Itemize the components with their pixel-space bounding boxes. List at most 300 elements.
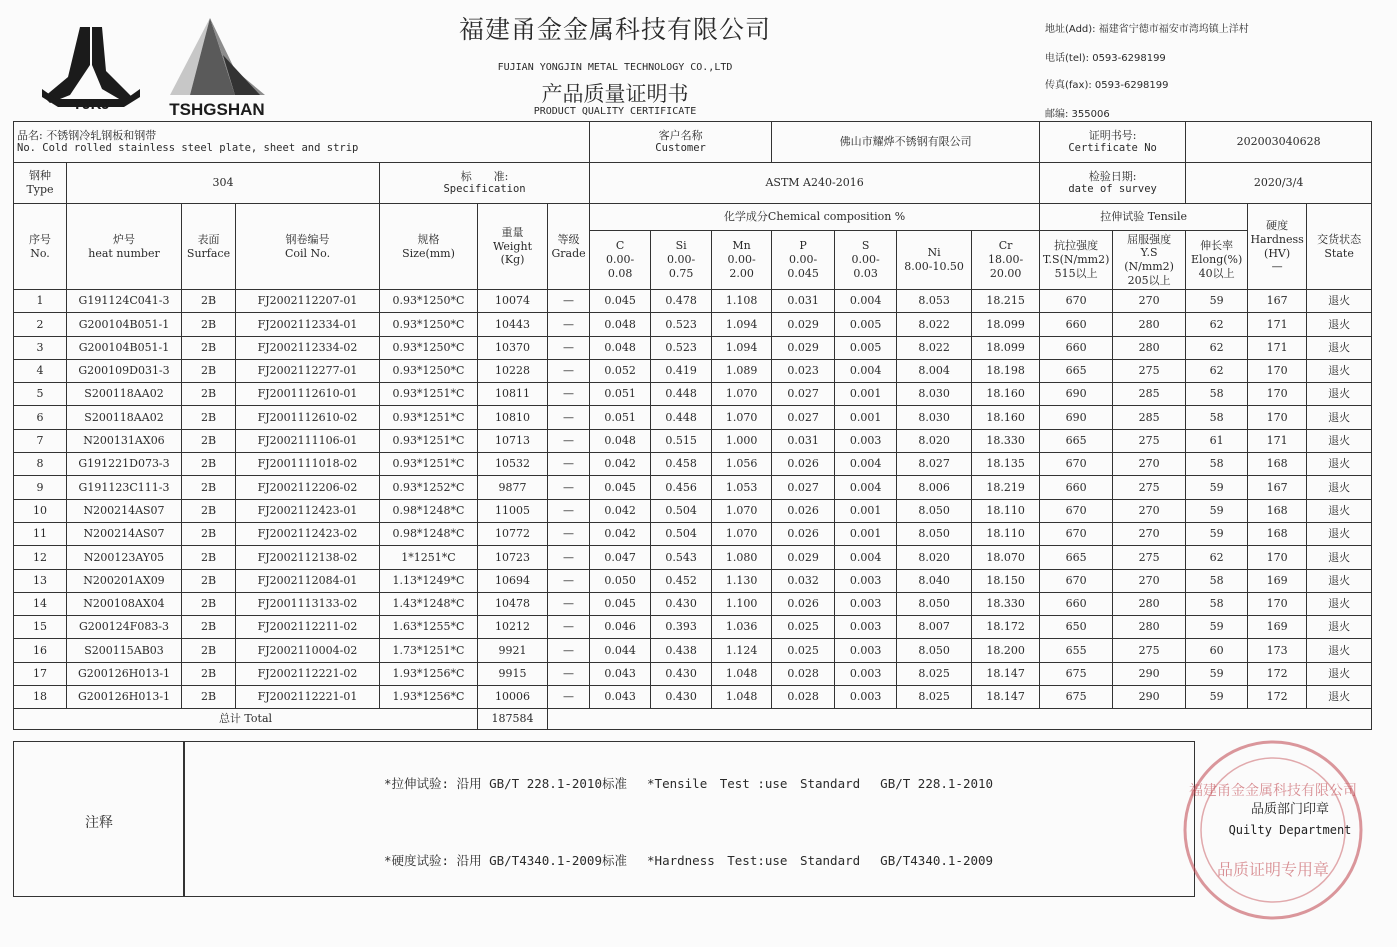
cell-mn: 1.036 (712, 616, 772, 639)
type-label-cn: 钢种 (29, 169, 51, 183)
cell-p: 0.025 (772, 639, 835, 662)
cell-seq: 5 (14, 383, 67, 406)
col-p-line: P (799, 239, 807, 253)
cell-cr: 18.219 (972, 476, 1040, 499)
col-cr-line: 18.00- (987, 253, 1024, 267)
col-ys (1113, 231, 1186, 290)
cell-size: 0.93*1252*C (380, 476, 478, 499)
tensile-group-header: 拉伸试验 Tensile (1040, 204, 1248, 231)
cell-state: 退火 (1307, 686, 1372, 709)
cell-elongation: 59 (1186, 662, 1248, 685)
cell-elongation: 59 (1186, 522, 1248, 545)
cell-state: 退火 (1307, 639, 1372, 662)
cell-tensile-strength: 670 (1040, 290, 1113, 313)
cell-tensile-strength: 675 (1040, 662, 1113, 685)
cell-coil-no: FJ2002112084-01 (236, 569, 380, 592)
table-row (14, 662, 1372, 685)
cell-mn: 1.070 (712, 522, 772, 545)
table-row (14, 359, 1372, 382)
table-row (14, 290, 1372, 313)
cell-surface: 2B (182, 476, 236, 499)
cell-weight: 11005 (478, 499, 548, 522)
table-row (14, 522, 1372, 545)
cell-coil-no: FJ2002112334-02 (236, 336, 380, 359)
cell-c: 0.045 (590, 290, 651, 313)
header-row-1 (14, 204, 1372, 231)
cell-coil-no: FJ2002110004-02 (236, 639, 380, 662)
cell-seq: 6 (14, 406, 67, 429)
col-surface-line: 表面 (197, 232, 220, 246)
cell-mn: 1.108 (712, 290, 772, 313)
table-row (14, 383, 1372, 406)
cell-elongation: 59 (1186, 499, 1248, 522)
cell-mn: 1.094 (712, 336, 772, 359)
product-name-cn: 品名: 不锈钢冷轧钢板和钢带 (17, 128, 157, 142)
cell-si: 0.523 (651, 336, 712, 359)
cell-surface: 2B (182, 313, 236, 336)
cell-cr: 18.070 (972, 546, 1040, 569)
cell-coil-no: FJ2002112211-02 (236, 616, 380, 639)
col-hardness-line: — (1271, 260, 1283, 274)
col-c-line: 0.00- (605, 253, 635, 267)
cell-surface: 2B (182, 359, 236, 382)
cell-p: 0.027 (772, 406, 835, 429)
cell-heat-number: S200115AB03 (67, 639, 182, 662)
cell-mn: 1.048 (712, 686, 772, 709)
cell-si: 0.438 (651, 639, 712, 662)
cell-grade: — (548, 662, 590, 685)
cell-surface: 2B (182, 616, 236, 639)
cell-seq: 13 (14, 569, 67, 592)
cell-grade: — (548, 336, 590, 359)
cell-elongation: 58 (1186, 592, 1248, 615)
cell-elongation: 62 (1186, 313, 1248, 336)
cell-seq: 2 (14, 313, 67, 336)
note-hardness: *硬度试验: 沿用 GB/T4340.1-2009标准 *Hardness Test:use Standard GB/T4340.1-2009 (384, 853, 994, 868)
cell-elongation: 62 (1186, 546, 1248, 569)
cell-hardness: 168 (1248, 522, 1307, 545)
cell-ni: 8.020 (897, 546, 972, 569)
cell-c: 0.050 (590, 569, 651, 592)
cell-mn: 1.094 (712, 313, 772, 336)
cell-s: 0.003 (835, 686, 897, 709)
cell-size: 1.13*1249*C (380, 569, 478, 592)
cell-si: 0.430 (651, 662, 712, 685)
cell-cr: 18.150 (972, 569, 1040, 592)
cell-seq: 11 (14, 522, 67, 545)
cell-elongation: 58 (1186, 383, 1248, 406)
cell-si: 0.448 (651, 406, 712, 429)
cell-size: 0.93*1251*C (380, 453, 478, 476)
certificate-table (13, 121, 1372, 730)
cell-seq: 15 (14, 616, 67, 639)
cell-coil-no: FJ2002112206-02 (236, 476, 380, 499)
cell-cr: 18.172 (972, 616, 1040, 639)
col-ys-line: Y.S (1140, 246, 1158, 260)
cell-seq: 4 (14, 359, 67, 382)
cell-heat-number: N200123AY05 (67, 546, 182, 569)
cell-ni: 8.053 (897, 290, 972, 313)
cell-heat-number: G200126H013-1 (67, 686, 182, 709)
table-row (14, 453, 1372, 476)
table-row (14, 476, 1372, 499)
cell-weight: 10532 (478, 453, 548, 476)
cell-seq: 16 (14, 639, 67, 662)
cell-state: 退火 (1307, 546, 1372, 569)
cell-coil-no: FJ2002112423-01 (236, 499, 380, 522)
col-ts-line: T.S(N/mm2) (1042, 253, 1110, 267)
cell-ni: 8.022 (897, 313, 972, 336)
cell-heat-number: G200126H013-1 (67, 662, 182, 685)
col-surface (182, 204, 236, 290)
tel: 电话(tel): 0593-6298199 (1045, 53, 1166, 64)
cell-hardness: 169 (1248, 616, 1307, 639)
cell-surface: 2B (182, 290, 236, 313)
cell-weight: 10694 (478, 569, 548, 592)
customer-label-en: Customer (655, 142, 706, 155)
cell-seq: 10 (14, 499, 67, 522)
cell-size: 1.93*1256*C (380, 686, 478, 709)
cell-state: 退火 (1307, 290, 1372, 313)
cell-c: 0.051 (590, 406, 651, 429)
col-coil-line: Coil No. (284, 246, 331, 260)
cell-cr: 18.215 (972, 290, 1040, 313)
cell-heat-number: S200118AA02 (67, 383, 182, 406)
col-coil (236, 204, 380, 290)
cell-weight: 10772 (478, 522, 548, 545)
cell-size: 0.93*1251*C (380, 429, 478, 452)
cell-heat-number: G200109D031-3 (67, 359, 182, 382)
cell-yield-strength: 280 (1113, 592, 1186, 615)
product-name-en: No. Cold rolled stainless steel plate, sheet and strip (17, 142, 359, 155)
cell-size: 0.93*1250*C (380, 336, 478, 359)
spec-value: ASTM A240-2016 (590, 163, 1040, 204)
table-row (14, 639, 1372, 662)
col-si-line: 0.00- (666, 253, 696, 267)
postcode: 邮编: 355006 (1045, 109, 1110, 120)
spec-label-cn: 标 准: (460, 169, 509, 183)
fax: 传真(fax): 0593-6298199 (1045, 80, 1169, 91)
col-state-line: 交货状态 (1317, 232, 1362, 246)
cell-coil-no: FJ2002112207-01 (236, 290, 380, 313)
cell-seq: 9 (14, 476, 67, 499)
col-weight-line: (Kg) (500, 253, 525, 267)
cell-ni: 8.030 (897, 406, 972, 429)
date-value: 2020/3/4 (1186, 163, 1372, 204)
cell-p: 0.023 (772, 359, 835, 382)
cell-grade: — (548, 522, 590, 545)
cell-tensile-strength: 665 (1040, 429, 1113, 452)
cell-size: 1.43*1248*C (380, 592, 478, 615)
cell-c: 0.052 (590, 359, 651, 382)
cell-heat-number: G191221D073-3 (67, 453, 182, 476)
col-ni-line: Ni (927, 246, 941, 260)
date-label-cn: 检验日期: (1088, 169, 1137, 183)
product-name-cell (14, 122, 590, 163)
cell-cr: 18.198 (972, 359, 1040, 382)
cell-tensile-strength: 690 (1040, 406, 1113, 429)
cell-weight: 10811 (478, 383, 548, 406)
cell-coil-no: FJ2001112610-01 (236, 383, 380, 406)
cell-s: 0.003 (835, 592, 897, 615)
cell-size: 0.93*1251*C (380, 406, 478, 429)
customer-label-cell (590, 122, 772, 163)
cell-s: 0.004 (835, 476, 897, 499)
col-hardness (1248, 204, 1307, 290)
table-row (14, 592, 1372, 615)
cell-yield-strength: 275 (1113, 639, 1186, 662)
col-cr-line: Cr (998, 239, 1013, 253)
cell-ni: 8.050 (897, 592, 972, 615)
cell-tensile-strength: 650 (1040, 616, 1113, 639)
cell-weight: 10228 (478, 359, 548, 382)
col-size-line: 规格 (417, 232, 440, 246)
cell-elongation: 59 (1186, 290, 1248, 313)
dept-cn: 品质部门印章 (1250, 802, 1329, 817)
cell-ni: 8.030 (897, 383, 972, 406)
table-row (14, 429, 1372, 452)
total-label: 总计 Total (14, 709, 478, 730)
type-label-en: Type (26, 183, 54, 196)
spec-label-en: Specification (443, 183, 526, 196)
dept-en: Quilty Department (1228, 823, 1352, 837)
cell-c: 0.046 (590, 616, 651, 639)
cell-grade: — (548, 359, 590, 382)
col-coil-line: 钢卷编号 (285, 232, 330, 246)
col-ni-line: 8.00-10.50 (904, 260, 964, 273)
cell-weight: 10810 (478, 406, 548, 429)
cell-weight: 10713 (478, 429, 548, 452)
cell-heat-number: G191123C111-3 (67, 476, 182, 499)
cell-weight: 9915 (478, 662, 548, 685)
table-row (14, 616, 1372, 639)
cell-p: 0.027 (772, 476, 835, 499)
company-name-en: FUJIAN YONGJIN METAL TECHNOLOGY CO.,LTD (497, 62, 733, 73)
cell-coil-no: FJ2001112610-02 (236, 406, 380, 429)
cell-p: 0.029 (772, 336, 835, 359)
cell-cr: 18.110 (972, 522, 1040, 545)
col-seq-line: No. (30, 246, 50, 260)
cell-c: 0.048 (590, 336, 651, 359)
cell-hardness: 172 (1248, 686, 1307, 709)
cell-elongation: 59 (1186, 686, 1248, 709)
total-value: 187584 (478, 709, 548, 730)
cell-p: 0.029 (772, 546, 835, 569)
cell-s: 0.003 (835, 639, 897, 662)
cell-p: 0.028 (772, 686, 835, 709)
cell-hardness: 171 (1248, 429, 1307, 452)
cell-surface: 2B (182, 592, 236, 615)
cell-tensile-strength: 665 (1040, 359, 1113, 382)
cell-surface: 2B (182, 686, 236, 709)
cell-grade: — (548, 686, 590, 709)
cell-surface: 2B (182, 406, 236, 429)
col-ts (1040, 231, 1113, 290)
cell-surface: 2B (182, 662, 236, 685)
cell-yield-strength: 290 (1113, 686, 1186, 709)
cell-elongation: 62 (1186, 336, 1248, 359)
customer-label-cn: 客户名称 (658, 128, 703, 142)
cert-no-label-en: Certificate No (1068, 142, 1157, 155)
cell-seq: 7 (14, 429, 67, 452)
total-blank (548, 709, 1372, 730)
cell-size: 0.93*1250*C (380, 313, 478, 336)
cell-ni: 8.007 (897, 616, 972, 639)
cell-ni: 8.050 (897, 639, 972, 662)
table-row (14, 546, 1372, 569)
cell-hardness: 171 (1248, 336, 1307, 359)
cell-yield-strength: 275 (1113, 359, 1186, 382)
cell-seq: 18 (14, 686, 67, 709)
cell-tensile-strength: 670 (1040, 453, 1113, 476)
cell-weight: 9877 (478, 476, 548, 499)
cell-hardness: 170 (1248, 546, 1307, 569)
cell-c: 0.047 (590, 546, 651, 569)
cell-si: 0.448 (651, 383, 712, 406)
cell-tensile-strength: 660 (1040, 592, 1113, 615)
cell-tensile-strength: 690 (1040, 383, 1113, 406)
cell-mn: 1.130 (712, 569, 772, 592)
cell-mn: 1.070 (712, 499, 772, 522)
cell-yield-strength: 270 (1113, 499, 1186, 522)
cell-hardness: 167 (1248, 476, 1307, 499)
company-name-cn: 福建甬金金属科技有限公司 (458, 15, 771, 44)
cell-ni: 8.050 (897, 499, 972, 522)
cell-hardness: 172 (1248, 662, 1307, 685)
cell-yield-strength: 280 (1113, 616, 1186, 639)
cell-state: 退火 (1307, 383, 1372, 406)
cell-surface: 2B (182, 569, 236, 592)
cell-weight: 10074 (478, 290, 548, 313)
cell-ni: 8.050 (897, 522, 972, 545)
cell-tensile-strength: 670 (1040, 499, 1113, 522)
cell-heat-number: G200104B051-1 (67, 336, 182, 359)
col-si-line: 0.75 (668, 266, 694, 280)
cell-surface: 2B (182, 453, 236, 476)
cell-tensile-strength: 655 (1040, 639, 1113, 662)
cell-size: 1.93*1256*C (380, 662, 478, 685)
col-c-line: C (615, 239, 625, 253)
info-row-1 (14, 122, 1372, 163)
cell-seq: 8 (14, 453, 67, 476)
col-si (651, 231, 712, 290)
cell-yield-strength: 275 (1113, 546, 1186, 569)
col-size (380, 204, 478, 290)
cell-cr: 18.330 (972, 592, 1040, 615)
cell-mn: 1.089 (712, 359, 772, 382)
cell-elongation: 58 (1186, 406, 1248, 429)
cell-mn: 1.070 (712, 383, 772, 406)
cell-s: 0.003 (835, 569, 897, 592)
seal-inner: 品质证明专用章 (1216, 860, 1330, 879)
cell-c: 0.048 (590, 429, 651, 452)
cell-yield-strength: 275 (1113, 429, 1186, 452)
cell-state: 退火 (1307, 336, 1372, 359)
col-mn-line: 2.00 (729, 266, 754, 280)
col-ys-line: 屈服强度 (1127, 232, 1172, 246)
cell-ni: 8.027 (897, 453, 972, 476)
col-weight-line: Weight (493, 239, 532, 253)
cell-si: 0.419 (651, 359, 712, 382)
cell-grade: — (548, 453, 590, 476)
cell-size: 0.93*1250*C (380, 290, 478, 313)
cell-tensile-strength: 660 (1040, 313, 1113, 336)
cell-mn: 1.053 (712, 476, 772, 499)
cell-weight: 9921 (478, 639, 548, 662)
cell-ni: 8.022 (897, 336, 972, 359)
cell-grade: — (548, 592, 590, 615)
cell-surface: 2B (182, 546, 236, 569)
cell-mn: 1.048 (712, 662, 772, 685)
cell-si: 0.523 (651, 313, 712, 336)
cell-c: 0.045 (590, 476, 651, 499)
cell-state: 退火 (1307, 499, 1372, 522)
cell-seq: 14 (14, 592, 67, 615)
cell-heat-number: G200104B051-1 (67, 313, 182, 336)
cell-seq: 1 (14, 290, 67, 313)
col-hardness-line: Hardness (1250, 232, 1304, 246)
col-s-line: 0.03 (853, 266, 878, 280)
col-elong-line: 伸长率 (1200, 239, 1234, 253)
cell-state: 退火 (1307, 569, 1372, 592)
cell-elongation: 60 (1186, 639, 1248, 662)
cell-state: 退火 (1307, 313, 1372, 336)
cell-heat-number: G191124C041-3 (67, 290, 182, 313)
col-ts-line: 515以上 (1054, 266, 1098, 280)
col-s-line: S (861, 239, 870, 253)
notes-label: 注释 (85, 815, 113, 831)
col-grade-line: 等级 (557, 232, 580, 246)
cell-ni: 8.025 (897, 662, 972, 685)
col-p-line: 0.00- (788, 253, 818, 267)
cell-s: 0.004 (835, 290, 897, 313)
col-c-line: 0.08 (607, 266, 633, 280)
customer-value: 佛山市耀烨不锈钢有限公司 (772, 122, 1040, 163)
cell-cr: 18.147 (972, 686, 1040, 709)
cell-cr: 18.147 (972, 662, 1040, 685)
cell-grade: — (548, 383, 590, 406)
cell-s: 0.001 (835, 522, 897, 545)
cell-size: 1*1251*C (380, 546, 478, 569)
cell-yield-strength: 285 (1113, 406, 1186, 429)
cell-elongation: 62 (1186, 359, 1248, 382)
cell-yield-strength: 280 (1113, 336, 1186, 359)
cell-state: 退火 (1307, 429, 1372, 452)
cell-cr: 18.200 (972, 639, 1040, 662)
cell-cr: 18.099 (972, 336, 1040, 359)
cell-hardness: 169 (1248, 569, 1307, 592)
cell-tensile-strength: 665 (1040, 546, 1113, 569)
cell-tensile-strength: 660 (1040, 336, 1113, 359)
cell-tensile-strength: 670 (1040, 522, 1113, 545)
col-elong (1186, 231, 1248, 290)
cell-size: 0.93*1250*C (380, 359, 478, 382)
cert-no-label-cn: 证明书号: (1088, 128, 1137, 142)
cell-c: 0.045 (590, 592, 651, 615)
cell-seq: 3 (14, 336, 67, 359)
cell-grade: — (548, 406, 590, 429)
cell-coil-no: FJ2002112334-01 (236, 313, 380, 336)
cell-p: 0.026 (772, 522, 835, 545)
cell-grade: — (548, 546, 590, 569)
cell-state: 退火 (1307, 453, 1372, 476)
cell-mn: 1.124 (712, 639, 772, 662)
cell-size: 0.98*1248*C (380, 499, 478, 522)
cell-ni: 8.004 (897, 359, 972, 382)
cell-c: 0.048 (590, 313, 651, 336)
notes-label-box (13, 741, 185, 897)
cell-s: 0.004 (835, 453, 897, 476)
